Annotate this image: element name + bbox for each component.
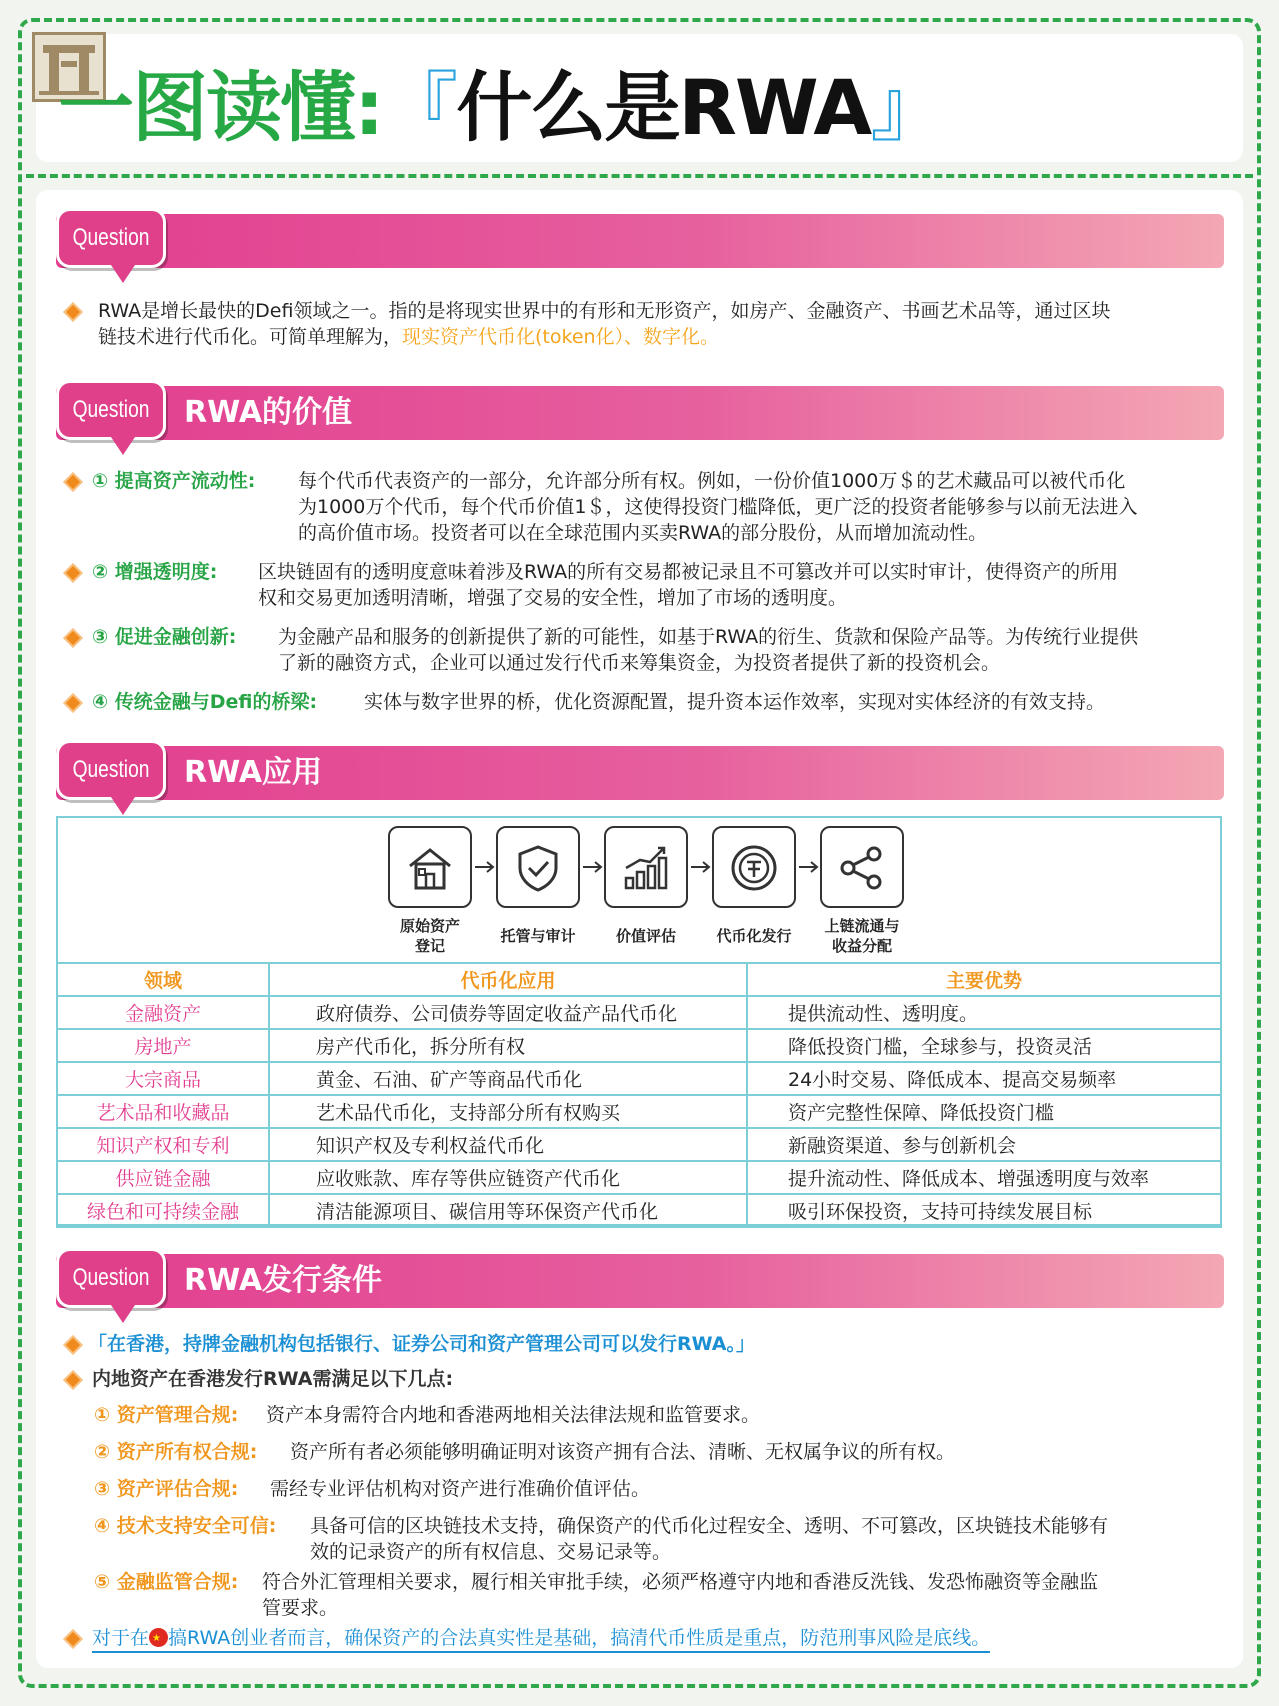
table-cell: 政府债券、公司债券等固定收益产品代币化 — [269, 996, 747, 1029]
flow-step-valuation — [604, 826, 688, 908]
intro-line-2-text: 链技术进行代币化。可简单理解为， — [98, 326, 403, 348]
condition-item-1 — [94, 1402, 1224, 1428]
condition-line: 管要求。 — [262, 1597, 339, 1619]
flow-step-distribute — [820, 826, 904, 908]
table-cell: 提供流动性、透明度。 — [747, 996, 1221, 1029]
value-line: 为1000万个代币，每个代币价值1＄，这使得投资门槛降低，更广泛的投资者能够参与以前无法进入 — [298, 496, 1138, 518]
flow-step-custody — [496, 826, 580, 908]
condition-item-5 — [94, 1569, 1224, 1619]
conditions-intro: 内地资产在香港发行RWA需满足以下几点: — [92, 1368, 454, 1390]
table-row — [57, 1128, 1221, 1161]
table-cell: 房地产 — [57, 1029, 269, 1062]
arrow-right-icon — [798, 860, 820, 874]
table-cell: 知识产权及专利权益代币化 — [269, 1128, 747, 1161]
table-row — [57, 996, 1221, 1029]
value-line: 的高价值市场。投资者可以在全球范围内买卖RWA的部分股份，从而增加流动性。 — [298, 522, 988, 544]
header-divider — [26, 174, 1253, 178]
table-cell: 24小时交易、降低成本、提高交易频率 — [747, 1062, 1221, 1095]
table-header: 代币化应用 — [269, 963, 747, 996]
condition-item-4 — [94, 1513, 1224, 1563]
table-cell: 资产完整性保障、降低投资门槛 — [747, 1095, 1221, 1128]
table-header: 主要优势 — [747, 963, 1221, 996]
table-row — [57, 1029, 1221, 1062]
table-cell: 黄金、石油、矿产等商品代币化 — [269, 1062, 747, 1095]
table-row — [57, 1161, 1221, 1194]
arrow-right-icon — [474, 860, 496, 874]
table-cell: 大宗商品 — [57, 1062, 269, 1095]
value-item-text — [298, 468, 1228, 546]
section-title-application: RWA应用 — [184, 755, 323, 790]
condition-label: ① 资产管理合规: — [94, 1404, 239, 1426]
condition-text: 资产本身需符合内地和香港两地相关法律法规和监管要求。 — [266, 1404, 761, 1426]
condition-label: ⑤ 金融监管合规: — [94, 1571, 239, 1593]
arrow-right-icon — [582, 860, 604, 874]
closing-text-b: 搞RWA创业者而言，确保资产的合法真实性是基础，搞清代币性质是重点，防范刑事风险是底线。 — [168, 1627, 991, 1649]
flow-label-register: 原始资产 登记 — [399, 917, 460, 955]
hk-statement: 「在香港，持牌金融机构包括银行、证券公司和资产管理公司可以发行RWA。」 — [88, 1333, 755, 1355]
value-item-label: ① 提高资产流动性: — [92, 470, 256, 492]
flow-label-custody: 托管与审计 — [500, 927, 576, 945]
section-bar-intro — [56, 214, 1224, 268]
table-row — [57, 1095, 1221, 1128]
table-cell: 新融资渠道、参与创新机会 — [747, 1128, 1221, 1161]
condition-item-2 — [94, 1439, 1224, 1465]
flow-step-tokenize — [712, 826, 796, 908]
table-header: 领域 — [57, 963, 269, 996]
china-flag-icon — [149, 1628, 168, 1647]
condition-text — [310, 1513, 1230, 1565]
value-line: 实体与数字世界的桥，优化资源配置，提升资本运作效率，实现对实体经济的有效支持。 — [364, 691, 1106, 713]
shield-check-icon — [512, 842, 564, 894]
value-line: 每个代币代表资产的一部分，允许部分所有权。例如，一份价值1000万＄的艺术藏品可以被代币化 — [298, 470, 1126, 492]
table-cell: 提升流动性、降低成本、增强透明度与效率 — [747, 1161, 1221, 1194]
value-item-text — [258, 559, 1228, 611]
house-icon — [404, 842, 456, 894]
question-badge: Question — [56, 208, 166, 268]
section-title-conditions: RWA发行条件 — [184, 1263, 383, 1298]
table-cell: 绿色和可持续金融 — [57, 1194, 269, 1227]
page-title — [58, 58, 944, 158]
condition-line: 效的记录资产的所有权信息、交易记录等。 — [310, 1541, 672, 1563]
value-item-label: ② 增强透明度: — [92, 561, 218, 583]
flow-label-distribute: 上链流通与 收益分配 — [824, 917, 900, 955]
value-line: 为金融产品和服务的创新提供了新的可能性，如基于RWA的衍生、货款和保险产品等。为传统行业提供 — [278, 626, 1139, 648]
closing-statement — [92, 1625, 990, 1653]
condition-label: ② 资产所有权合规: — [94, 1441, 258, 1463]
value-item-3 — [92, 624, 1224, 674]
intro-paragraph — [98, 298, 1218, 350]
intro-highlight: 现实资产代币化(token化）、数字化。 — [402, 326, 720, 348]
intro-line-2 — [98, 324, 1218, 350]
token-coin-icon — [728, 842, 780, 894]
table-cell: 金融资产 — [57, 996, 269, 1029]
value-item-label: ③ 促进金融创新: — [92, 626, 237, 648]
title-main: 什么是RWA — [456, 63, 871, 152]
table-cell: 清洁能源项目、碳信用等环保资产代币化 — [269, 1194, 747, 1227]
value-line: 了新的融资方式，企业可以通过发行代币来筹集资金，为投资者提供了新的投资机会。 — [278, 652, 1001, 674]
question-badge: Question — [56, 380, 166, 440]
flow-label-valuation: 价值评估 — [615, 927, 676, 945]
table-row — [57, 1194, 1221, 1227]
table-cell: 艺术品和收藏品 — [57, 1095, 269, 1128]
flow-label-tokenize: 代币化发行 — [716, 927, 792, 945]
share-icon — [836, 842, 888, 894]
condition-label: ③ 资产评估合规: — [94, 1478, 239, 1500]
condition-text — [262, 1569, 1230, 1621]
value-item-2 — [92, 559, 1224, 609]
value-item-1 — [92, 468, 1224, 544]
section-title-value: RWA的价值 — [184, 395, 353, 430]
value-item-4 — [92, 689, 1224, 715]
question-badge: Question — [56, 740, 166, 800]
table-cell: 供应链金融 — [57, 1161, 269, 1194]
table-cell: 艺术品代币化，支持部分所有权购买 — [269, 1095, 747, 1128]
intro-line-1: RWA是增长最快的Defi领域之一。指的是将现实世界中的有形和无形资产，如房产、金融资产、书画艺术品等，通过区块 — [98, 300, 1111, 322]
title-bracket-close: 』 — [870, 63, 945, 152]
condition-text: 资产所有者必须能够明确证明对该资产拥有合法、清晰、无权属争议的所有权。 — [290, 1441, 956, 1463]
value-item-text — [278, 624, 1228, 676]
arrow-right-icon — [690, 860, 712, 874]
condition-line: 具备可信的区块链技术支持，确保资产的代币化过程安全、透明、不可篡改，区块链技术能够有 — [310, 1515, 1109, 1537]
title-bracket-open: 『 — [382, 63, 457, 152]
question-badge: Question — [56, 1248, 166, 1308]
condition-item-3 — [94, 1476, 1224, 1502]
condition-label: ④ 技术支持安全可信: — [94, 1515, 277, 1537]
table-cell: 房产代币化，拆分所有权 — [269, 1029, 747, 1062]
value-line: 权和交易更加透明清晰，增强了交易的安全性，增加了市场的透明度。 — [258, 587, 848, 609]
condition-text: 需经专业评估机构对资产进行准确价值评估。 — [270, 1478, 651, 1500]
title-prefix: 一图读懂: — [58, 63, 383, 152]
table-cell: 知识产权和专利 — [57, 1128, 269, 1161]
value-item-label: ④ 传统金融与Defi的桥梁: — [92, 691, 318, 713]
table-row — [57, 1062, 1221, 1095]
value-line: 区块链固有的透明度意味着涉及RWA的所有交易都被记录且不可篡改并可以实时审计，使得资产的所用 — [258, 561, 1119, 583]
condition-line: 符合外汇管理相关要求，履行相关审批手续，必须严格遵守内地和香港反洗钱、发恐怖融资等金融监 — [262, 1571, 1099, 1593]
bar-chart-icon — [620, 842, 672, 894]
flow-step-register — [388, 826, 472, 908]
closing-text-a: 对于在 — [92, 1627, 150, 1649]
table-header-row — [57, 963, 1221, 996]
application-table — [56, 962, 1222, 1228]
table-cell: 降低投资门槛，全球参与，投资灵活 — [747, 1029, 1221, 1062]
table-cell: 应收账款、库存等供应链资产代币化 — [269, 1161, 747, 1194]
table-cell: 吸引环保投资，支持可持续发展目标 — [747, 1194, 1221, 1227]
